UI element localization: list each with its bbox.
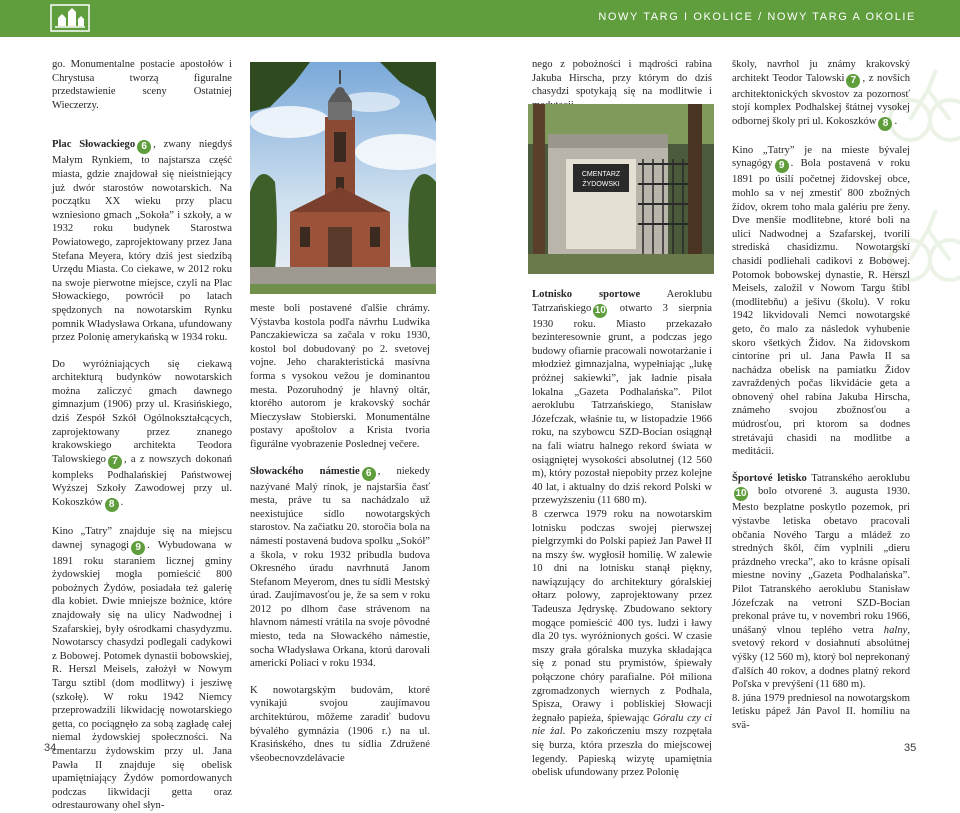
kino-sk-text-a: Kino „Tatry” je na mieste bývalej synagógy: [732, 144, 910, 170]
church-continued-paragraph: meste boli postavené ďalšie chrámy. Výstavba kostola podľa návrhu Ludwika Panczakiewicza sa začala v roku 1930, kostol bol dobudovaný po 2. svetovej vojne. Jeho charakteristická masívna forma s vysokou vežou je dominantou mesta. Pozoruhodný je hlavný oltár, ktorého autorom je krakovský sochár Mieczysław Stobierski. Monumentálne postavy apoštolov a Krista tvoria figurálne vyobrazenie Poslednej večere.: [250, 303, 430, 450]
letisko-text-c: , svetový rekord v dosiahnutí absolútnej výšky (12 560 m), ktorý bol neprekonaný ďalších 40 rokov, a dodnes platný rekord Poľska v prevýšení (11 680 m).: [732, 624, 910, 691]
number-badge-8: 8: [105, 498, 119, 512]
number-badge-8-sk: 8: [878, 117, 892, 131]
number-badge-7: 7: [108, 455, 122, 469]
kino-text-a: Kino „Tatry” znajduje się na miejscu dawnej synagogi: [52, 526, 232, 551]
slowackeho-namestie-paragraph: [250, 465, 430, 671]
left-page: [0, 0, 480, 812]
halny-wind-word: halny: [883, 624, 908, 636]
papez-paragraph-sk: 8. júna 1979 predniesol na nowotargskom letisku pápež Ján Pavol II. homíliu na svä-: [732, 692, 910, 731]
column-1-polish: [52, 58, 232, 812]
number-badge-10-sk: 10: [735, 488, 747, 500]
ohel-continued-paragraph: nego z pobożności i mądrości rabina Jakuba Hirscha, przy którym do dziś chasydzi spotykają się na modlitwie i: [532, 59, 712, 98]
lotnisko-heading: Lotnisko sportowe: [532, 289, 641, 300]
papiez-text-b: . Po zakończeniu mszy rozpętała się burza, która przeszła do miejscowej legendy. Papieską wizytę upamiętnia obelisk ufundowany przez Polonię: [532, 726, 712, 779]
kino-text-b: . Wybudowana w 1891 roku staraniem licznej gminy żydowskiej mogła pomieścić 800 pobożnych Żydów, posiadała też galerię dla kobiet. Dwie mniejsze bożnice, które znajdowały się na ulicy Nadwodnej i Szafarskiej, były ośrodkami chasydyzmu. Nowotarscy chasydzi podlegali cadykowi z Bobowej. Potomek dynastii bobowskiej, R. Herszl Meisels, założył w Nowym Targu sztibl (dom modlitwy) i jesziwę (szkołę). W roku 1942 Niemcy przeprowadzili likwidację nowotarskiego getta, co pociągnęło za sobą zagładę całej niemal żydowskiej społeczności. Na cmentarzu żydowskim przy ul. Jana Pawła II znajduje się obelisk upamiętniający Żydów pomordowanych podczas likwidacji getta oraz odrestaurowany ohel słyn-: [52, 539, 232, 812]
architecture-paragraph: [52, 358, 232, 512]
column-4-slovak: [732, 58, 910, 730]
architecture-text-b: , a z nowszych dokonań kompleks Podhalańskiej Państwowej Wyższej Szkoły Zawodowej przy ul. Kokoszków: [52, 453, 232, 509]
kino-paragraph-sk: [732, 144, 910, 459]
number-badge-6-sk: 6: [362, 467, 376, 481]
number-badge-10: 10: [594, 304, 606, 316]
papiez-text-a: 8 czerwca 1979 roku na nowotarskim lotnisku podczas swojej pierwszej pielgrzymki do Polski papież Jan Paweł II na mszy św. wygłosił homilię. W zalewie 10 dni na lotnisku stanął piękny, nawiązujący do architektury góralskiej ołtarz polowy, zaprojektowany przez Tadeusza Jędryskę. Zbudowano sektory mogące pomieścić 400 tys. ludzi i ławy dla 20 tys. wyróżnionych gości. W czasie mszy grała góralska muzyka składająca się z ponad stu prymistów, śpiewały połączone chóry parafialne. Pół miliona zgromadzonych wiernych z Podhala, Spisza, Orawy i pobliskiej Słowacji żegnało papieża, śpiewając: [532, 508, 712, 724]
papiez-paragraph: [532, 508, 712, 780]
church-photo: [250, 62, 436, 294]
talowski-text-a: školy, navrhol ju známy krakovský architekt Teodor Talowski: [732, 59, 910, 84]
architecture-text-a: Do wyróżniających się ciekawą architekturą budynków nowotarskich można zaliczyć gmach dawnego gimnazjum (1906) przy ul. Krasińskiego, dziś Zespół Szkół Ogólnokształcących, zaprojektowany przez znanego krakowskiego architekta Teodora Talowskiego: [52, 358, 232, 465]
talowski-text-b: , z novších architektonických skvostov za pozornosť stojí komplex Podhalskej štátnej vysokej odbornej školy pri ul. Kokoszków: [732, 72, 910, 127]
page-number-right: 35: [904, 742, 917, 754]
letisko-text-b: bolo otvorené 3. augusta 1930. Mesto bezplatne poskytlo pozemok, pri výstavbe letiska obetavo pracovali občania Nového Targu a mládež zo stredných škôl, čím vyplnili „dieru prázdneho vrecka”, ako to krásne opísali miestne noviny „Gazeta Podhalańska”. Pilot Tatranského aeroklubu Stanisław Józefczak na vetroni SZD-Bocian prekonal práve tu, v novembri roku 1966, unášaný vlnou teplého vetra: [732, 486, 910, 636]
number-badge-7-sk: 7: [846, 74, 860, 88]
number-badge-9: 9: [131, 541, 145, 555]
slowackeho-heading: Słowackého námestie: [250, 465, 360, 477]
header-band-left: [0, 0, 480, 37]
letisko-text-a: Tatranského aeroklubu: [806, 472, 910, 484]
architecture-text-c: .: [120, 497, 124, 509]
town-logo-icon: [50, 4, 90, 32]
buildings-paragraph-sk: K nowotargským budovám, ktoré vynikajú svojou zaujímavou architektúrou, môžeme zaradiť budovu bývalého gymnázia (1906 r.) na ul. Krasińského, dnes tu sídlia Združené všeobecnovzdelávacie: [250, 684, 430, 764]
lotnisko-text-b: otwarto 3 sierpnia 1930 roku. Miasto przekazało bezinteresownie grunt, a podczas jego budowy ofiarnie pracowali nowotarżanie i młodzież gimnazjalna, wypełniając „lukę próżnej sakiewki”, jak ładnie pisała lokalna „Gazeta Podhalańska”. Pilot aeroklubu Tatrzańskiego, Stanisław Józefczak, właśnie tu, w listopadzie 1966 roku, na szybowcu SZD-Bocian osiągnął na fali wiatru halnego rekord świata w osiągniętej wysokości absolutnej (12 560 m), który pozostał niepobity przez kolejne 40 lat, i aktualny do dziś rekord Polski w przewyższeniu (11 680 m).: [532, 302, 712, 507]
number-badge-6: 6: [137, 140, 151, 154]
column-3-polish-lower: [532, 288, 712, 779]
cemetery-photo: [528, 104, 714, 274]
column-2-slovak: [250, 302, 430, 764]
intro-paragraph: go. Monumentalne postacie apostołów i Chrystusa tworzą figuralne przedstawienie sceny Ostatniej Wieczerzy.: [52, 59, 232, 111]
letisko-paragraph-sk: [732, 472, 910, 692]
letisko-heading: Športové letisko: [732, 472, 807, 484]
section-title: NOWY TARG I OKOLICE / NOWY TARG A OKOLIE: [598, 11, 916, 23]
lotnisko-text-a: Aeroklubu Tatrzańskiego: [532, 289, 712, 314]
kino-sk-text-b: . Bola postavená v roku 1891 po úsilí početnej židovskej obce, mohlo sa v nej zmestiť 800 zbožných židov, okrem toho mala galériu pre ženy. Dve menšie modlitebne, ktoré boli na ulici Nadwodnej a Szafarskej, tvorili strediská chasidizmu. Nowotargskí chasidi podliehali cadikovi z Bobowej. Potomok bobowskej dynastie, R. Herszl Meisels, založil v Nowom Targu štibl (modlitebňu) a ješivu (školu). V roku 1942 likvidovali Nemci nowotargské geto, čo malo za následok vyhubenie skoro všetkých Židov. Na židovskom cintoríne pri ul. Jana Pawła II sa nachádza obelisk na pamiatku Židov zavraždených počas likvidácie geta a obnovený ohel rabína Jakuba Hirscha, známeho svojou zbožnosťou a múdrosťou, pri ktorom sa dodnes stretávajú chasidi na modlitbe a meditácii.: [732, 158, 910, 458]
plac-slowackiego-paragraph: [52, 138, 232, 344]
slowackeho-text: , niekedy nazývané Malý rínok, je najstaršia časť mesta, práve tu sa nachádzalo už neexistujúce sídlo nowotargských starostov. Na začiatku 20. storočia bola na námestí postavená budova spolku „Sokół” a škola, v roku 1932 pribudla budova Okresného úradu navrhnutá Janom Stefanom Meyerom, dnes tu sídli Mestský úrad. Zaujímavosťou je, že sa sem v roku 2012 po dlhom čase strávenom na hlavnom námestí vrátila na svoje pôvodné miesto, teda na Słowackého námestie, socha Władysława Orkana, ktorú darovali americkí Poliaci v roku 1934.: [250, 465, 430, 670]
lotnisko-paragraph: [532, 288, 712, 508]
cemetery-sign-text: CMENTARZ: [581, 171, 621, 178]
page-number-left: 34: [44, 742, 57, 754]
right-page: [480, 0, 960, 779]
papiez-song-title: Góralu czy ci nie żal: [532, 712, 712, 738]
kino-tatry-paragraph: [52, 525, 232, 813]
number-badge-9-sk: 9: [775, 159, 789, 173]
plac-slowackiego-text: , zwany niegdyś Małym Rynkiem, to najstarsza część miasta, gdzie znajdował się nieistniejący już dwór starostów nowotarskich. Na początku XX wieku przy placu wzniesiono gmach „Sokoła” i szkoły, a w 1932 roku budynek Starostwa Powiatowego, zaprojektowany przez Jana Stefana Meyera, który dziś jest siedzibą Urzędu Miasta. Co ciekawe, w 2012 roku na swoje pierwotne miejsce, czyli na Plac Słowackiego, powrócił po latach spędzonych na nowotarskim Rynku pomnik Władysława Orkana, ufundowany przez Polonię amerykańską w 1934 roku.: [52, 139, 232, 344]
talowski-paragraph-sk: [732, 58, 910, 131]
header-band-right: [480, 0, 960, 37]
cemetery-sign-text-2: ŻYDOWSKI: [582, 181, 620, 188]
talowski-text-c: .: [894, 115, 898, 127]
plac-slowackiego-heading: Plac Słowackiego: [52, 139, 136, 151]
